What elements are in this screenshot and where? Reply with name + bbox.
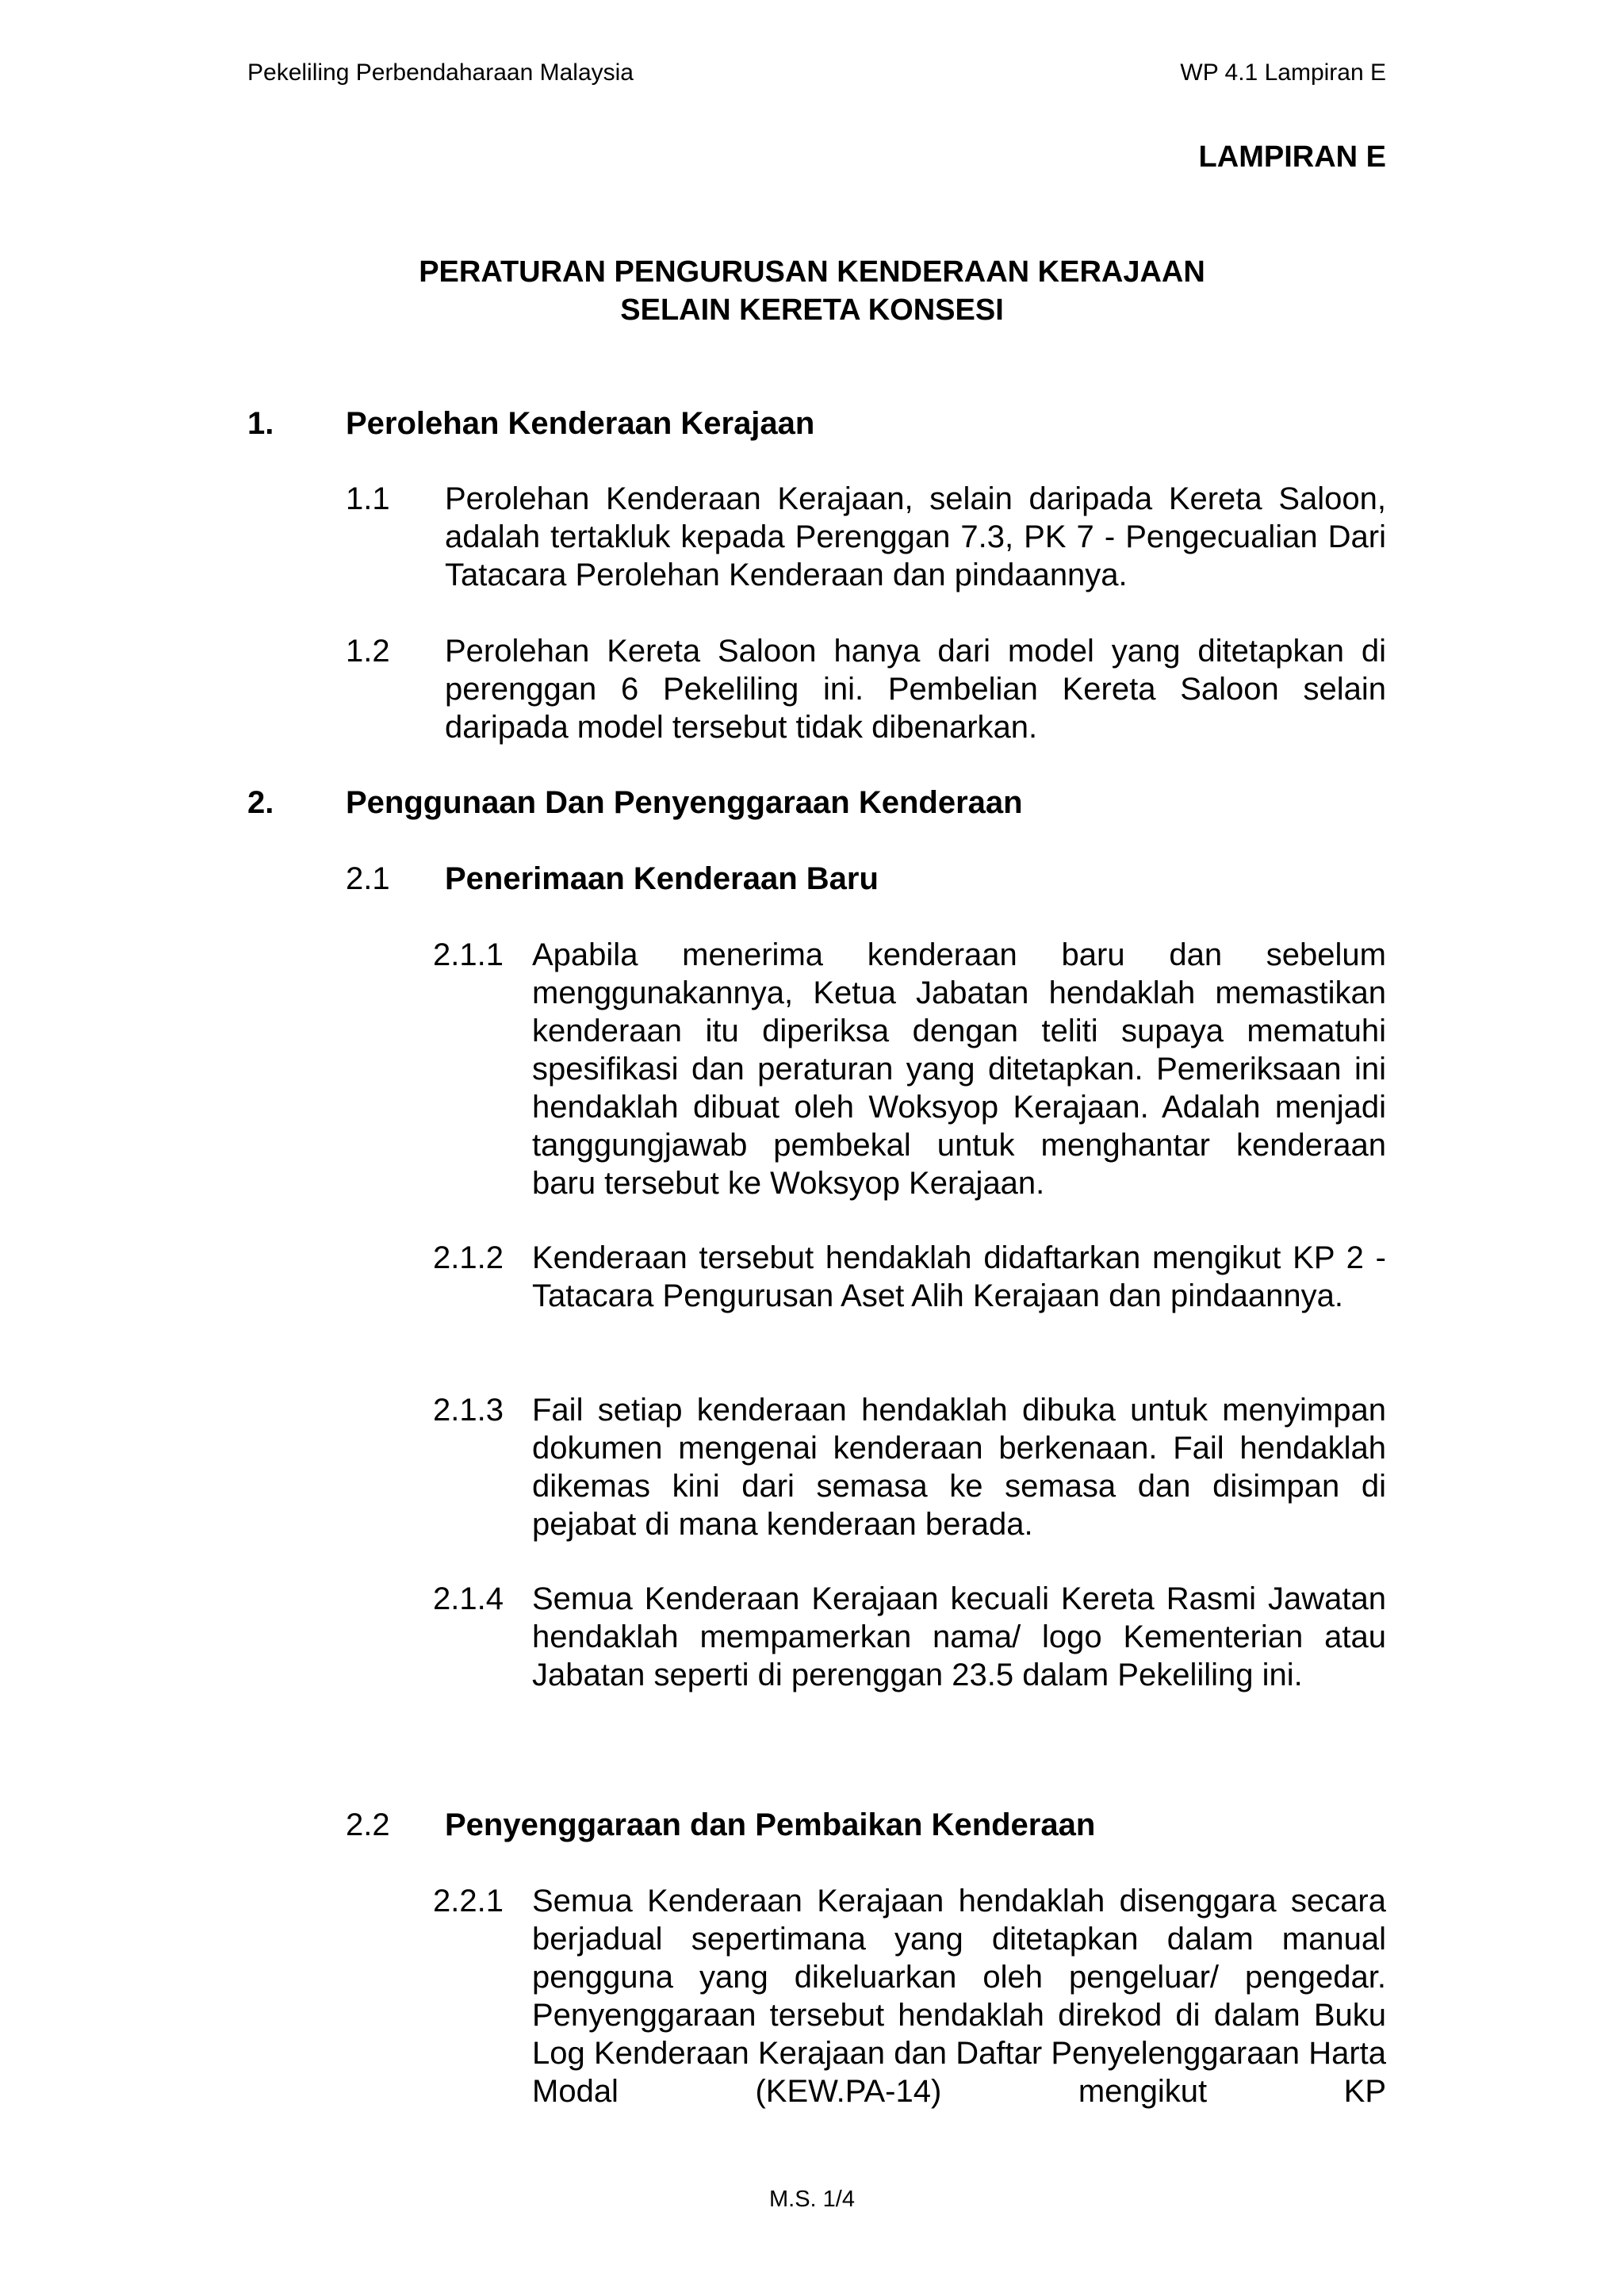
section-2-1-4-text: Semua Kenderaan Kerajaan kecuali Kereta Rasmi Jawatan hendaklah mempamerkan nama/ logo Kementerian atau Jabatan seperti di perenggan 23.5 dalam Pekeliling ini. [532,1581,1386,1692]
lampiran-label: LAMPIRAN E [1198,140,1386,174]
section-2-1-3-text: Fail setiap kenderaan hendaklah dibuka untuk menyimpan dokumen mengenai kenderaan berkenaan. Fail hendaklah dikemas kini dari semasa ke semasa dan disimpan di pejabat di mana kenderaan berada. [532,1393,1386,1542]
section-2-1-heading: Penerimaan Kenderaan Baru [445,861,879,896]
section-2-2-heading: Penyenggaraan dan Pembaikan Kenderaan [445,1807,1096,1842]
section-2-1-3-number: 2.1.3 [433,1393,504,1428]
section-1-1-text: Perolehan Kenderaan Kerajaan, selain daripada Kereta Saloon, adalah tertakluk kepada Perenggan 7.3, PK 7 - Pengecualian Dari Tatacara Perolehan Kenderaan dan pindaannya. [445,481,1386,592]
header-right: WP 4.1 Lampiran E [1180,59,1386,86]
section-2-1-1-number: 2.1.1 [433,937,504,972]
section-1-2-text: Perolehan Kereta Saloon hanya dari model yang ditetapkan di perenggan 6 Pekeliling ini. Pembelian Kereta Saloon selain daripada model tersebut tidak dibenarkan. [445,634,1386,745]
document-title-line-1: PERATURAN PENGURUSAN KENDERAAN KERAJAAN [419,255,1205,289]
section-1-2-number: 1.2 [346,634,390,669]
section-2-1-2-text: Kenderaan tersebut hendaklah didaftarkan mengikut KP 2 - Tatacara Pengurusan Aset Alih Kerajaan dan pindaannya. [532,1240,1386,1313]
section-2-2-1-number: 2.2.1 [433,1884,504,1918]
section-1-number: 1. [247,406,274,441]
header-left: Pekeliling Perbendaharaan Malaysia [247,59,634,86]
page-number: M.S. 1/4 [769,2187,855,2212]
section-2-2-1-text: Semua Kenderaan Kerajaan hendaklah disenggara secara berjadual sepertimana yang ditetapkan dalam manual pengguna yang dikeluarkan oleh pengeluar/ pengedar. Penyenggaraan tersebut hendaklah direkod di dalam Buku Log Kenderaan Kerajaan dan Daftar Penyelenggaraan Harta Modal (KEW.PA-14) mengikut KP [532,1884,1386,2109]
section-2-1-1-text: Apabila menerima kenderaan baru dan sebelum menggunakannya, Ketua Jabatan hendaklah memastikan kenderaan itu diperiksa dengan teliti supaya mematuhi spesifikasi dan peraturan yang ditetapkan. Pemeriksaan ini hendaklah dibuat oleh Woksyop Kerajaan. Adalah menjadi tanggungjawab pembekal untuk menghantar kenderaan baru tersebut ke Woksyop Kerajaan. [532,937,1386,1201]
document-title-line-2: SELAIN KERETA KONSESI [620,293,1004,327]
section-2-heading: Penggunaan Dan Penyenggaraan Kenderaan [346,785,1023,820]
section-1-heading: Perolehan Kenderaan Kerajaan [346,406,815,441]
section-2-2-number: 2.2 [346,1807,390,1842]
section-2-1-number: 2.1 [346,861,390,896]
section-2-number: 2. [247,785,274,820]
section-2-1-4-number: 2.1.4 [433,1581,504,1616]
section-2-1-2-number: 2.1.2 [433,1240,504,1275]
section-1-1-number: 1.1 [346,481,390,516]
